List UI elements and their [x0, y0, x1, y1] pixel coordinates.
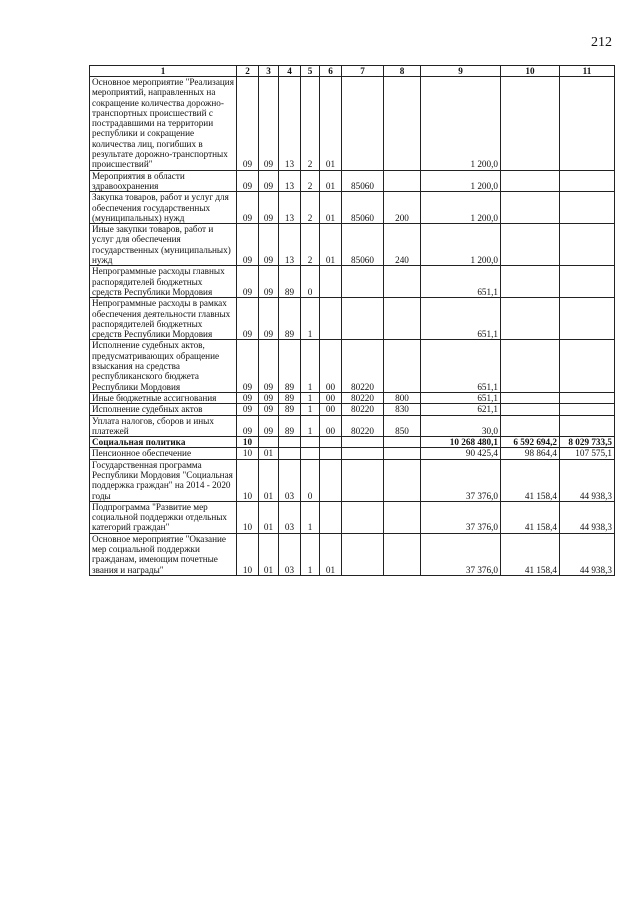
cell-amount-10: [501, 340, 560, 392]
table-row: [90, 404, 615, 415]
cell-code-2: 09: [237, 415, 259, 437]
cell-amount-9: 651,1: [421, 392, 501, 403]
column-header: 11: [560, 66, 615, 77]
cell-code-8: [384, 170, 421, 192]
row-name: Основное мероприятие "Реализация мероприятий, направленных на сокращение количества дорожно-транспортных происшествий с пострадавшими на территории республики и сокращение количества лиц, погибших в результате дорожно-транспортных происшествий": [90, 77, 237, 171]
cell-code-3: [259, 437, 279, 448]
cell-code-3: 01: [259, 501, 279, 533]
cell-code-6: [320, 266, 342, 298]
table-row: [90, 415, 615, 437]
table-row: [90, 340, 615, 392]
column-header: 4: [279, 66, 301, 77]
cell-code-6: [320, 448, 342, 459]
cell-amount-11: [560, 77, 615, 171]
cell-amount-10: [501, 192, 560, 224]
cell-code-2: 09: [237, 224, 259, 266]
column-header: 9: [421, 66, 501, 77]
cell-code-8: 200: [384, 192, 421, 224]
row-name: Закупка товаров, работ и услуг для обеспечения государственных (муниципальных) нужд: [90, 192, 237, 224]
cell-code-8: 850: [384, 415, 421, 437]
cell-code-3: 01: [259, 459, 279, 501]
cell-code-2: 09: [237, 298, 259, 340]
cell-amount-10: 98 864,4: [501, 448, 560, 459]
column-header: 5: [301, 66, 320, 77]
cell-code-3: 09: [259, 340, 279, 392]
cell-code-6: [320, 459, 342, 501]
table-row: [90, 224, 615, 266]
cell-code-6: 01: [320, 170, 342, 192]
cell-code-2: 09: [237, 392, 259, 403]
cell-code-4: 13: [279, 192, 301, 224]
cell-code-8: 830: [384, 404, 421, 415]
cell-code-8: [384, 437, 421, 448]
cell-amount-11: 44 938,3: [560, 459, 615, 501]
cell-code-3: 09: [259, 170, 279, 192]
cell-code-7: [342, 298, 384, 340]
cell-code-7: 80220: [342, 415, 384, 437]
cell-code-6: 01: [320, 224, 342, 266]
cell-amount-11: 107 575,1: [560, 448, 615, 459]
table-row: [90, 448, 615, 459]
table-row: [90, 192, 615, 224]
cell-code-3: 09: [259, 404, 279, 415]
cell-amount-9: 10 268 480,1: [421, 437, 501, 448]
cell-amount-11: [560, 170, 615, 192]
cell-amount-10: 6 592 694,2: [501, 437, 560, 448]
cell-amount-10: [501, 170, 560, 192]
cell-code-3: 09: [259, 77, 279, 171]
cell-amount-11: [560, 224, 615, 266]
cell-code-7: [342, 459, 384, 501]
cell-code-4: [279, 448, 301, 459]
cell-amount-11: [560, 340, 615, 392]
cell-code-7: [342, 266, 384, 298]
cell-code-4: 13: [279, 224, 301, 266]
cell-code-3: 01: [259, 533, 279, 575]
row-name: Иные бюджетные ассигнования: [90, 392, 237, 403]
cell-amount-10: [501, 224, 560, 266]
cell-code-5: 2: [301, 77, 320, 171]
row-name: Мероприятия в области здравоохранения: [90, 170, 237, 192]
cell-code-7: [342, 533, 384, 575]
cell-code-6: [320, 298, 342, 340]
cell-amount-10: 41 158,4: [501, 459, 560, 501]
cell-amount-9: 1 200,0: [421, 170, 501, 192]
row-name: Государственная программа Республики Мордовия "Социальная поддержка граждан" на 2014 - 2020 годы: [90, 459, 237, 501]
cell-code-7: 85060: [342, 224, 384, 266]
table-row: [90, 298, 615, 340]
cell-amount-11: [560, 298, 615, 340]
cell-code-4: 89: [279, 392, 301, 403]
cell-code-6: 01: [320, 533, 342, 575]
cell-code-4: 13: [279, 170, 301, 192]
cell-code-3: 09: [259, 224, 279, 266]
cell-code-8: [384, 298, 421, 340]
cell-code-6: [320, 501, 342, 533]
row-name: Пенсионное обеспечение: [90, 448, 237, 459]
cell-code-7: [342, 437, 384, 448]
cell-code-5: 1: [301, 298, 320, 340]
table-row: [90, 77, 615, 171]
cell-amount-11: [560, 392, 615, 403]
cell-code-3: 09: [259, 298, 279, 340]
cell-amount-11: 44 938,3: [560, 533, 615, 575]
cell-code-2: 10: [237, 448, 259, 459]
cell-code-2: 10: [237, 533, 259, 575]
cell-code-2: 10: [237, 437, 259, 448]
cell-code-4: 89: [279, 404, 301, 415]
cell-amount-9: 621,1: [421, 404, 501, 415]
table-row: [90, 501, 615, 533]
row-name: Социальная политика: [90, 437, 237, 448]
cell-code-5: 1: [301, 340, 320, 392]
cell-code-7: [342, 448, 384, 459]
cell-amount-11: 8 029 733,5: [560, 437, 615, 448]
cell-amount-10: [501, 392, 560, 403]
cell-code-2: 09: [237, 266, 259, 298]
cell-code-3: 01: [259, 448, 279, 459]
cell-code-5: 1: [301, 533, 320, 575]
row-name: Непрограммные расходы главных распорядителей бюджетных средств Республики Мордовия: [90, 266, 237, 298]
row-name: Исполнение судебных актов, предусматривающих обращение взыскания на средства республиканского бюджета Республики Мордовия: [90, 340, 237, 392]
cell-code-5: 1: [301, 392, 320, 403]
cell-code-7: [342, 77, 384, 171]
table-row: [90, 533, 615, 575]
cell-code-6: 00: [320, 340, 342, 392]
cell-code-4: 03: [279, 459, 301, 501]
cell-code-5: 1: [301, 501, 320, 533]
cell-code-6: 01: [320, 192, 342, 224]
cell-code-3: 09: [259, 415, 279, 437]
cell-code-2: 09: [237, 340, 259, 392]
cell-code-8: [384, 459, 421, 501]
cell-code-4: 03: [279, 533, 301, 575]
cell-code-6: 00: [320, 404, 342, 415]
cell-code-2: 09: [237, 192, 259, 224]
cell-amount-10: [501, 266, 560, 298]
cell-code-8: [384, 501, 421, 533]
cell-amount-9: 1 200,0: [421, 224, 501, 266]
cell-amount-10: 41 158,4: [501, 533, 560, 575]
column-header: 1: [90, 66, 237, 77]
row-name: Непрограммные расходы в рамках обеспечения деятельности главных распорядителей бюджетных средств Республики Мордовия: [90, 298, 237, 340]
row-name: Уплата налогов, сборов и иных платежей: [90, 415, 237, 437]
cell-code-2: 10: [237, 501, 259, 533]
cell-code-4: 89: [279, 266, 301, 298]
page-number: 212: [591, 35, 612, 50]
cell-code-8: [384, 533, 421, 575]
cell-code-8: [384, 77, 421, 171]
cell-amount-9: 37 376,0: [421, 459, 501, 501]
cell-code-8: 240: [384, 224, 421, 266]
cell-amount-10: 41 158,4: [501, 501, 560, 533]
cell-amount-10: [501, 77, 560, 171]
table-row: [90, 459, 615, 501]
cell-amount-9: 30,0: [421, 415, 501, 437]
cell-amount-9: 651,1: [421, 298, 501, 340]
cell-amount-9: 1 200,0: [421, 192, 501, 224]
cell-amount-10: [501, 404, 560, 415]
cell-code-4: 13: [279, 77, 301, 171]
cell-code-2: 09: [237, 170, 259, 192]
cell-code-7: 85060: [342, 192, 384, 224]
cell-code-3: 09: [259, 266, 279, 298]
cell-amount-9: 90 425,4: [421, 448, 501, 459]
cell-code-5: 1: [301, 404, 320, 415]
table-body: [90, 77, 615, 576]
cell-amount-11: [560, 415, 615, 437]
cell-code-7: 80220: [342, 340, 384, 392]
table-row: [90, 266, 615, 298]
row-name: Исполнение судебных актов: [90, 404, 237, 415]
cell-amount-11: [560, 404, 615, 415]
cell-code-7: 85060: [342, 170, 384, 192]
cell-code-4: [279, 437, 301, 448]
cell-code-8: [384, 448, 421, 459]
cell-code-4: 89: [279, 415, 301, 437]
cell-code-3: 09: [259, 392, 279, 403]
cell-code-5: 2: [301, 170, 320, 192]
cell-code-6: 01: [320, 77, 342, 171]
cell-code-2: 09: [237, 404, 259, 415]
cell-code-5: [301, 437, 320, 448]
header-row: [90, 66, 615, 77]
cell-code-2: 09: [237, 77, 259, 171]
cell-code-4: 03: [279, 501, 301, 533]
cell-amount-10: [501, 415, 560, 437]
cell-code-5: [301, 448, 320, 459]
cell-code-5: 1: [301, 415, 320, 437]
cell-code-4: 89: [279, 298, 301, 340]
cell-amount-11: 44 938,3: [560, 501, 615, 533]
cell-code-7: 80220: [342, 392, 384, 403]
cell-code-6: 00: [320, 415, 342, 437]
table-row-section-total: [90, 437, 615, 448]
cell-code-5: 0: [301, 459, 320, 501]
row-name: Иные закупки товаров, работ и услуг для обеспечения государственных (муниципальных) нужд: [90, 224, 237, 266]
cell-code-8: [384, 266, 421, 298]
cell-code-5: 2: [301, 224, 320, 266]
table-row: [90, 170, 615, 192]
column-header: 2: [237, 66, 259, 77]
cell-code-6: 00: [320, 392, 342, 403]
column-header: 10: [501, 66, 560, 77]
cell-code-5: 2: [301, 192, 320, 224]
cell-code-3: 09: [259, 192, 279, 224]
cell-amount-11: [560, 266, 615, 298]
cell-code-2: 10: [237, 459, 259, 501]
cell-code-6: [320, 437, 342, 448]
cell-amount-9: 651,1: [421, 340, 501, 392]
column-header: 8: [384, 66, 421, 77]
column-header: 7: [342, 66, 384, 77]
cell-code-4: 89: [279, 340, 301, 392]
row-name: Подпрограмма "Развитие мер социальной поддержки отдельных категорий граждан": [90, 501, 237, 533]
cell-code-7: 80220: [342, 404, 384, 415]
column-header: 6: [320, 66, 342, 77]
cell-code-7: [342, 501, 384, 533]
column-header: 3: [259, 66, 279, 77]
cell-amount-9: 37 376,0: [421, 533, 501, 575]
cell-amount-11: [560, 192, 615, 224]
cell-amount-9: 37 376,0: [421, 501, 501, 533]
cell-code-8: 800: [384, 392, 421, 403]
cell-code-8: [384, 340, 421, 392]
cell-amount-9: 1 200,0: [421, 77, 501, 171]
row-name: Основное мероприятие "Оказание мер социальной поддержки гражданам, имеющим почетные звания и награды": [90, 533, 237, 575]
cell-code-5: 0: [301, 266, 320, 298]
cell-amount-9: 651,1: [421, 266, 501, 298]
table-row: [90, 392, 615, 403]
budget-table: [89, 65, 615, 576]
cell-amount-10: [501, 298, 560, 340]
